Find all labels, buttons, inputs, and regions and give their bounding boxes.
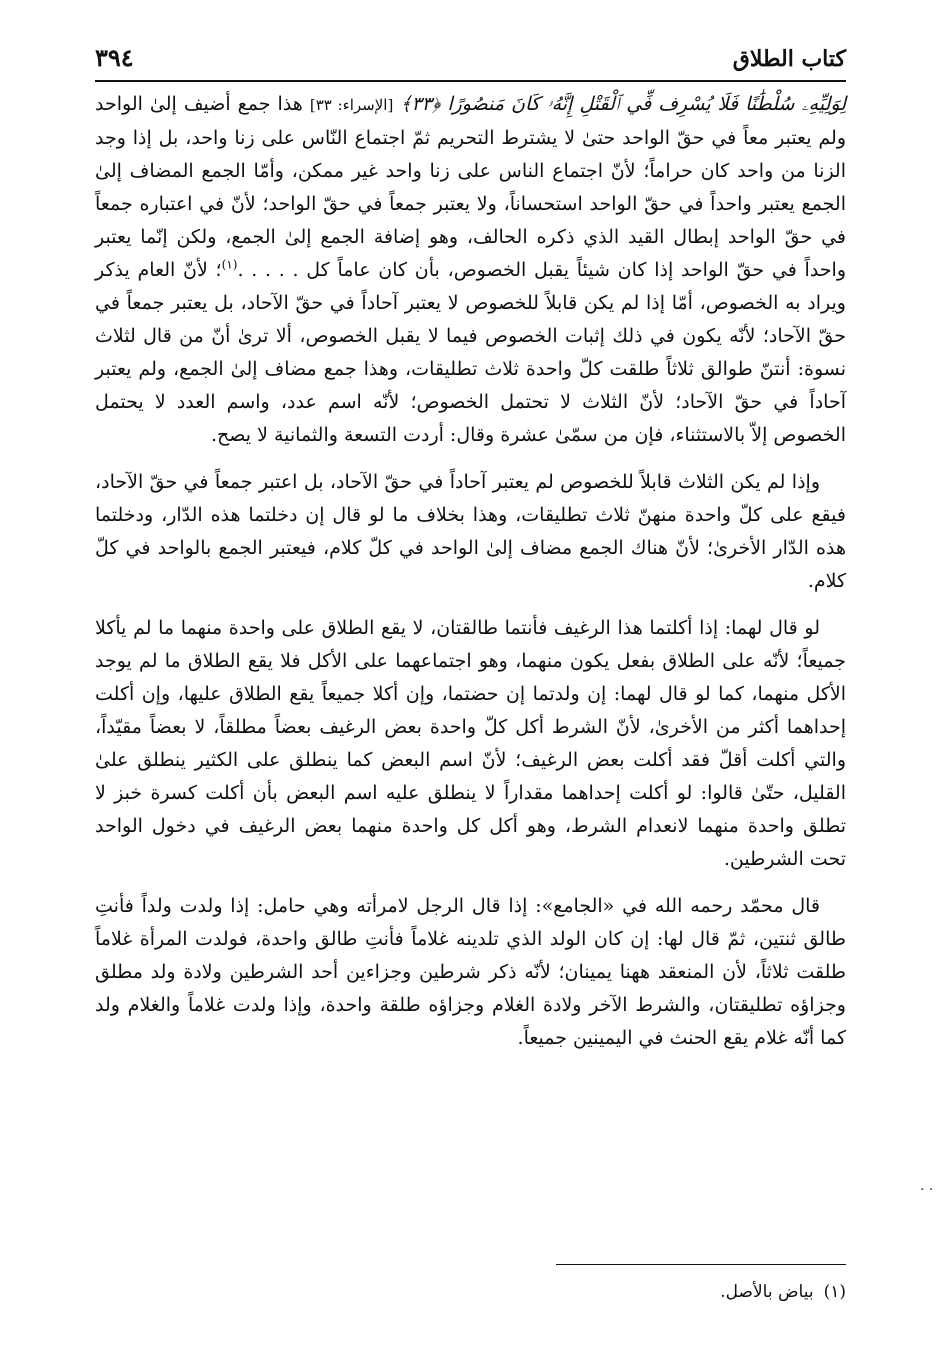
paragraph-4: قال محمّد رحمه الله في «الجامع»: إذا قال الرجل لامرأته وهي حامل: إذا ولدت ولداً فأنتِ طالق ثنتين، ثمّ قال لها: إن كان الولد الذي تلدينه غلاماً فأنتِ طالق واحدة، فولدت المرأة غلاماً طلقت ثلاثاً، لأن المنعقد ههنا يمينان؛ لأنّه ذكر شرطين وجزاءين أحد الشرطين ولادة ولد مطلق وجزاؤه تطليقتان، والشرط الآخر ولادة الغلام وجزاؤه طلقة واحدة، وإذا ولدت غلاماً والغلام ولد كما أنّه غلام يقع الحنث في اليمينين جميعاً. — [95, 895, 846, 1049]
paragraph-1-text-a: هذا جمع أضيف إلىٰ الواحد ولم يعتبر معاً في حقّ الواحد حتىٰ لا يشترط التحريم ثمّ اجتماع النّاس على زنا واحد، بل إذا وجد الزنا من واحد كان حراماً؛ لأنّ اجتماع الناس على زنا واحد غير ممكن، وأمّا الجمع المضاف إلىٰ الجمع يعتبر واحداً في حقّ الواحد استحساناً، ولا يعتبر جمعاً في حقّ الواحد؛ لأنّ في اعتباره جمعاً في حقّ الواحد إبطال القيد الذي ذكره الحالف، وهو إضافة الجمع إلىٰ الجمع، ولكن إنّما يعتبر واحداً في حقّ الواحد إذا كان شيئاً يقبل الخصوص، بأن كان عاماً كل . . . . . — [95, 93, 846, 281]
footnote-number: (١) — [823, 1282, 846, 1302]
quran-verse: لِوَلِيِّهِۦ سُلْطَٰنًا فَلَا يُسْرِف فِّي ٱلْقَتْلِ إِنَّهُۥ كَانَ مَنصُورًا ﴿٣٣﴾ — [400, 93, 846, 115]
page-number: ٣٩٤ — [95, 43, 134, 72]
paragraph-1 — [95, 88, 846, 452]
footnote-marker: (١) — [221, 257, 238, 272]
footnote — [95, 1280, 846, 1304]
verse-reference: [الإسراء: ٣٣] — [309, 96, 394, 114]
page-header — [95, 36, 846, 72]
chapter-title: كتاب الطلاق — [732, 46, 846, 72]
paragraph-3: لو قال لهما: إذا أكلتما هذا الرغيف فأنتما طالقتان، لا يقع الطلاق على واحدة منهما ما لم يأكلا جميعاً؛ لأنّه على الطلاق بفعل يكون منهما، وهو اجتماعهما على الأكل فلا يقع الطلاق ما لم يوجد الأكل منهما، كما لو قال لهما: إن ولدتما إن حضتما، وإن أكلا جميعاً يقع الطلاق عليها، وإن أكلت إحداهما أكثر من الأخرىٰ، لأنّ الشرط أكل كلّ واحدة بعض الرغيف بعضاً مطلقاً، لا بعضاً مقيّداً، والتي أكلت أقلّ فقد أكلت بعض الرغيف؛ لأنّ اسم البعض كما ينطلق على الكثير ينطلق علىٰ القليل، حتّىٰ قالوا: لو أكلت إحداهما مقداراً لا ينطلق عليه اسم البعض بأن أكلت كسرة خبز لا تطلق واحدة منهما لانعدام الشرط، وهو أكل كل واحدة منهما بعض الرغيف في دخول الواحد تحت الشرطين. — [95, 617, 846, 870]
paragraph-2: وإذا لم يكن الثلاث قابلاً للخصوص لم يعتبر آحاداً في حقّ الآحاد، بل اعتبر جمعاً في حقّ الآحاد، فيقع على كلّ واحدة منهنّ ثلاث تطليقات، وهذا بخلاف ما لو قال إن دخلتما هذه الدّار، ودخلتما هذه الدّار الأخرىٰ؛ لأنّ هناك الجمع مضاف إلىٰ الواحد في كلّ كلام، فيعتبر الجمع بالواحد في كلّ كلام. — [95, 471, 846, 592]
main-text — [95, 88, 846, 1069]
paragraph-1-text-b: ؛ لأنّ العام يذكر ويراد به الخصوص، أمّا إذا لم يكن قابلاً للخصوص لا يعتبر آحاداً في حقّ الآحاد، بل يعتبر جمعاً في حقّ الآحاد؛ لأنّه يكون في ذلك إثبات الخصوص فيما لا يقبل الخصوص، ألا ترىٰ أنّ من قال لثلاث نسوة: أنتنّ طوالق ثلاثاً طلقت كلّ واحدة ثلاث تطليقات، وهذا جمع مضاف إلىٰ الجمع، ولم يعتبر آحاداً في حقّ الآحاد؛ لأنّ الثلاث لا تحتمل الخصوص؛ لأنّه اسم عدد، واسم العدد لا يحتمل الخصوص إلاّ بالاستثناء، فإن من سمّىٰ عشرة وقال: أردت التسعة والثمانية لا يصح. — [95, 259, 846, 446]
header-divider — [95, 80, 846, 82]
footnote-text: بياض بالأصل. — [720, 1282, 814, 1302]
margin-mark: . . — [920, 1178, 934, 1194]
footnote-divider — [556, 1264, 846, 1265]
